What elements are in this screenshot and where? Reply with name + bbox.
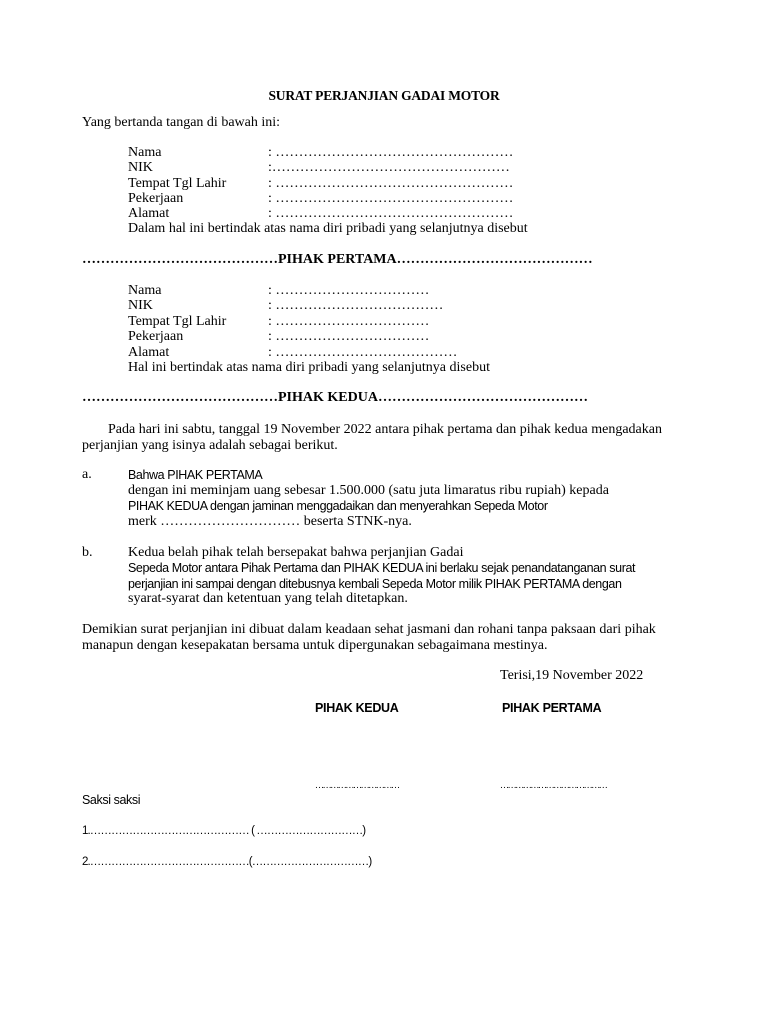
party2-address-label: Alamat	[128, 345, 170, 360]
party2-name-label: Nama	[128, 283, 162, 298]
party2-address-value: : …………………………………	[268, 345, 458, 360]
clause-b-line1: Kedua belah pihak telah bersepakat bahwa perjanjian Gadai	[128, 545, 464, 560]
witness-1-line: 1.……………………………………… ( …………………………)	[82, 825, 366, 837]
party2-nik-value: : ………………………………	[268, 298, 444, 313]
clause-a-line4: merk ………………………… beserta STNK-nya.	[128, 514, 412, 529]
party1-name-value: : ……………………………………………	[268, 145, 514, 160]
document-title: SURAT PERJANJIAN GADAI MOTOR	[268, 88, 500, 103]
party1-address-value: : ……………………………………………	[268, 206, 514, 221]
place-date: Terisi,19 November 2022	[500, 668, 644, 683]
clause-b-line2: Sepeda Motor antara Pihak Pertama dan PIHAK KEDUA ini berlaku sejak penandatanganan surat	[128, 561, 636, 575]
party1-name-label: Nama	[128, 145, 162, 160]
party1-note: Dalam hal ini bertindak atas nama diri pribadi yang selanjutnya disebut	[128, 221, 528, 236]
clause-a-line3: PIHAK KEDUA dengan jaminan menggadaikan dan menyerahkan Sepeda Motor	[128, 499, 548, 513]
witness-2-line: 2.………………………………………(……………………………)	[82, 856, 372, 868]
party2-note: Hal ini bertindak atas nama diri pribadi yang selanjutnya disebut	[128, 360, 490, 375]
signature-line-pihak-kedua: ……………………………	[315, 780, 399, 790]
party1-birth-label: Tempat Tgl Lahir	[128, 176, 227, 191]
party1-job-label: Pekerjaan	[128, 191, 184, 206]
party2-job-label: Pekerjaan	[128, 329, 184, 344]
party1-nik-label: NIK	[128, 160, 153, 175]
signature-line-pihak-pertama: ……………………………………	[500, 780, 607, 790]
clause-b-line3: perjanjian ini sampai dengan ditebusnya kembali Sepeda Motor milik PIHAK PERTAMA dengan	[128, 577, 622, 591]
clause-a-marker: a.	[82, 467, 92, 482]
witnesses-heading: Saksi saksi	[82, 793, 141, 807]
clause-a-line1: Bahwa PIHAK PERTAMA	[128, 468, 263, 482]
party1-address-label: Alamat	[128, 206, 170, 221]
clause-a-line2: dengan ini meminjam uang sebesar 1.500.000 (satu juta limaratus ribu rupiah) kepada	[128, 483, 609, 498]
party2-birth-label: Tempat Tgl Lahir	[128, 314, 227, 329]
party2-name-value: : ……………………………	[268, 283, 430, 298]
intro-text: Yang bertanda tangan di bawah ini:	[82, 115, 281, 130]
party1-nik-value: :……………………………………………	[268, 160, 510, 175]
party1-birth-value: : ……………………………………………	[268, 176, 514, 191]
party2-job-value: : ……………………………	[268, 329, 430, 344]
party2-nik-label: NIK	[128, 298, 153, 313]
clause-b-marker: b.	[82, 545, 93, 560]
clause-b-line4: syarat-syarat dan ketentuan yang telah ditetapkan.	[128, 591, 408, 606]
party1-job-value: : ……………………………………………	[268, 191, 514, 206]
party2-birth-value: : ……………………………	[268, 314, 430, 329]
signature-label-pihak-pertama: PIHAK PERTAMA	[502, 701, 602, 715]
signature-label-pihak-kedua: PIHAK KEDUA	[315, 701, 399, 715]
party1-heading: ……………………………………PIHAK PERTAMA……………………………………	[82, 252, 593, 267]
party2-heading: ……………………………………PIHAK KEDUA………………………………………	[82, 390, 588, 405]
opening-paragraph: Pada hari ini sabtu, tanggal 19 November 2022 antara pihak pertama dan pihak kedua mengadakan perjanjian yang isinya adalah sebagai berikut.	[82, 422, 662, 453]
closing-paragraph: Demikian surat perjanjian ini dibuat dalam keadaan sehat jasmani dan rohani tanpa paksaan dari pihak manapun dengan kesepakatan bersama untuk dipergunakan sebagaimana mestinya.	[82, 622, 656, 653]
